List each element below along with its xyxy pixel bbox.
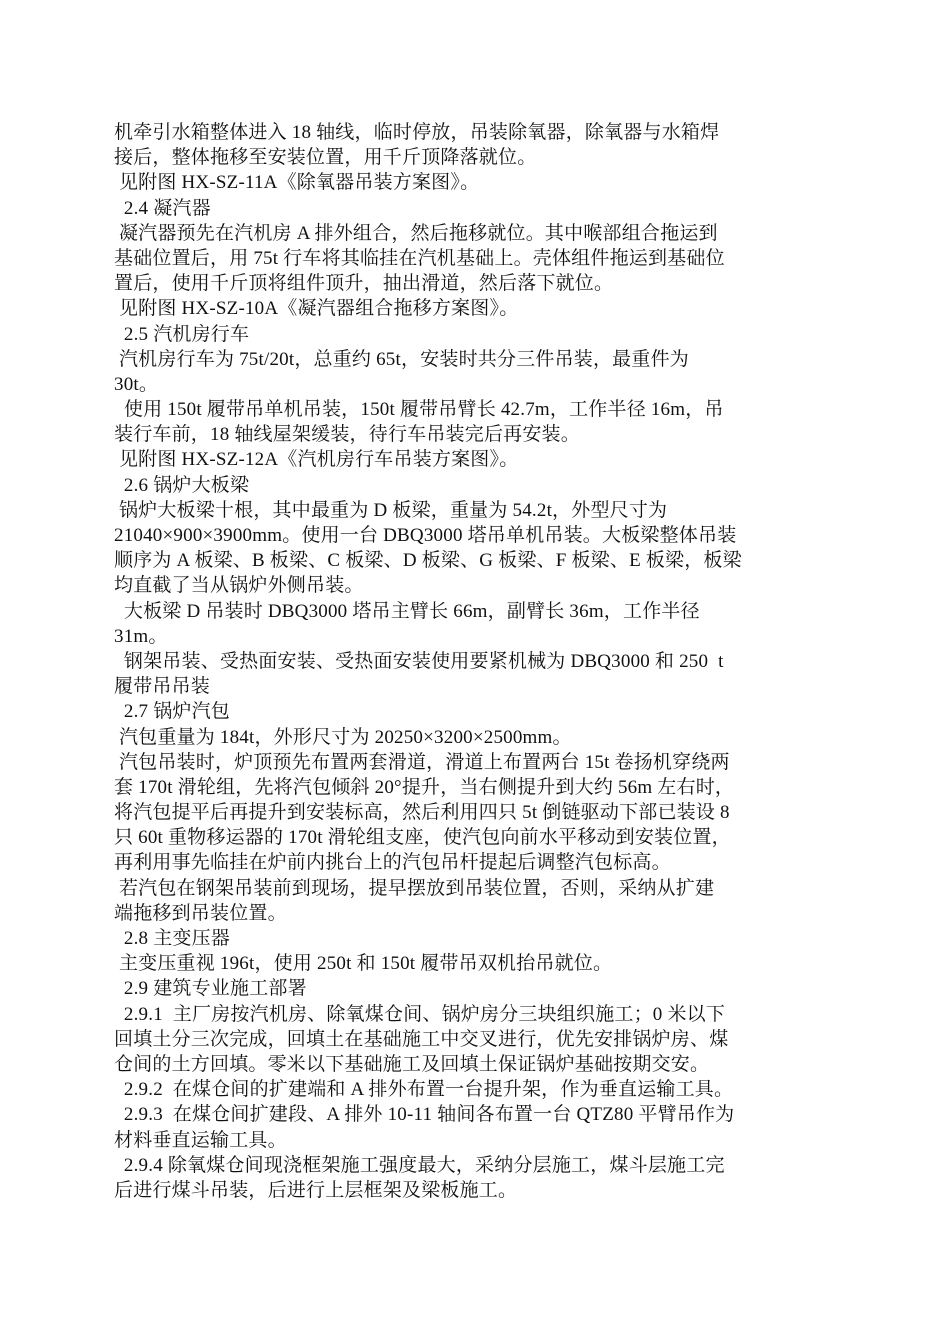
text-line: 履带吊吊装 (114, 676, 211, 698)
text-line: 汽机房行车为 75t/20t，总重约 65t，安装时共分三件吊装，最重件为 (114, 348, 689, 370)
text-line: 套 170t 滑轮组，先将汽包倾斜 20°提升，当右侧提升到大约 56m 左右时， (114, 776, 735, 798)
text-line: 材料垂直运输工具。 (114, 1129, 287, 1151)
text-line: 2.9.4 除氧煤仓间现浇框架施工强度最大，采纳分层施工，煤斗层施工完 (114, 1154, 725, 1176)
text-line: 端拖移到吊装位置。 (114, 902, 287, 924)
text-line: 只 60t 重物移运器的 170t 滑轮组支座，使汽包向前水平移动到安装位置， (114, 827, 731, 849)
text-line: 若汽包在钢架吊装前到现场，提早摆放到吊装位置，否则，采纳从扩建 (114, 877, 715, 899)
text-line: 锅炉大板梁十根，其中最重为 D 板梁，重量为 54.2t，外型尺寸为 (114, 499, 668, 521)
text-line: 置后，使用千斤顶将组件顶升，抽出滑道，然后落下就位。 (114, 273, 614, 295)
section-heading: 2.9 建筑专业施工部署 (114, 978, 307, 1000)
text-line: 接后，整体拖移至安装位置，用千斤顶降落就位。 (114, 147, 537, 169)
text-line: 大板梁 D 吊装时 DBQ3000 塔吊主臂长 66m，副臂长 36m，工作半径 (114, 600, 700, 622)
figure-reference: 见附图 HX-SZ-10A《凝汽器组合拖移方案图》。 (114, 298, 519, 320)
text-line: 回填土分三次完成，回填土在基础施工中交叉进行，优先安排锅炉房、煤 (114, 1028, 729, 1050)
text-line: 后进行煤斗吊装，后进行上层框架及梁板施工。 (114, 1179, 518, 1201)
text-line: 基础位置后，用 75t 行车将其临挂在汽机基础上。壳体组件拖运到基础位 (114, 247, 725, 269)
text-line: 装行车前，18 轴线屋架缓装，待行车吊装完后再安装。 (114, 424, 580, 446)
text-line: 31m。 (114, 625, 168, 647)
text-line: 2.9.1 主厂房按汽机房、除氧煤仓间、锅炉房分三块组织施工；0 米以下 (114, 1003, 726, 1025)
section-heading: 2.8 主变压器 (114, 928, 231, 949)
text-line: 均直截了当从锅炉外侧吊装。 (114, 575, 364, 597)
figure-reference: 见附图 HX-SZ-11A《除氧器吊装方案图》。 (114, 172, 480, 194)
text-line: 主变压重视 196t，使用 250t 和 150t 履带吊双机抬吊就位。 (114, 953, 613, 975)
text-line: 钢架吊装、受热面安装、受热面安装使用要紧机械为 DBQ3000 和 250 t (114, 650, 724, 672)
section-heading: 2.5 汽机房行车 (114, 323, 250, 345)
document-page (114, 120, 836, 1203)
text-line: 汽包吊装时，炉顶预先布置两套滑道，滑道上布置两台 15t 卷扬机穿绕两 (114, 751, 730, 773)
text-line: 21040×900×3900mm。使用一台 DBQ3000 塔吊单机吊装。大板梁整体吊装 (114, 525, 737, 546)
text-line: 仓间的土方回填。零米以下基础施工及回填土保证锅炉基础按期交安。 (114, 1053, 710, 1075)
section-heading: 2.6 锅炉大板梁 (114, 474, 250, 496)
text-line: 再利用事先临挂在炉前内挑台上的汽包吊杆提起后调整汽包标高。 (114, 852, 671, 874)
section-heading: 2.7 锅炉汽包 (114, 701, 231, 723)
text-line: 顺序为 A 板梁、B 板梁、C 板梁、D 板梁、G 板梁、F 板梁、E 板梁，板梁 (114, 550, 742, 572)
text-line: 2.9.2 在煤仓间的扩建端和 A 排外布置一台提升架，作为垂直运输工具。 (114, 1079, 734, 1101)
figure-reference: 见附图 HX-SZ-12A《汽机房行车吊装方案图》。 (114, 449, 519, 471)
text-line: 机牵引水箱整体进入 18 轴线，临时停放，吊装除氧器，除氧器与水箱焊 (114, 122, 720, 143)
text-line: 2.9.3 在煤仓间扩建段、A 排外 10-11 轴间各布置一台 QTZ80 平臂吊作为 (114, 1104, 735, 1126)
text-line: 30t。 (114, 373, 159, 395)
text-line: 汽包重量为 184t，外形尺寸为 20250×3200×2500mm。 (114, 726, 572, 748)
text-line: 将汽包提平后再提升到安装标高，然后利用四只 5t 倒链驱动下部已装设 8 (114, 802, 730, 824)
section-heading: 2.4 凝汽器 (114, 197, 211, 219)
text-line: 使用 150t 履带吊单机吊装，150t 履带吊臂长 42.7m，工作半径 16m，吊 (114, 399, 724, 421)
text-line: 凝汽器预先在汽机房 A 排外组合，然后拖移就位。其中喉部组合拖运到 (114, 222, 718, 244)
